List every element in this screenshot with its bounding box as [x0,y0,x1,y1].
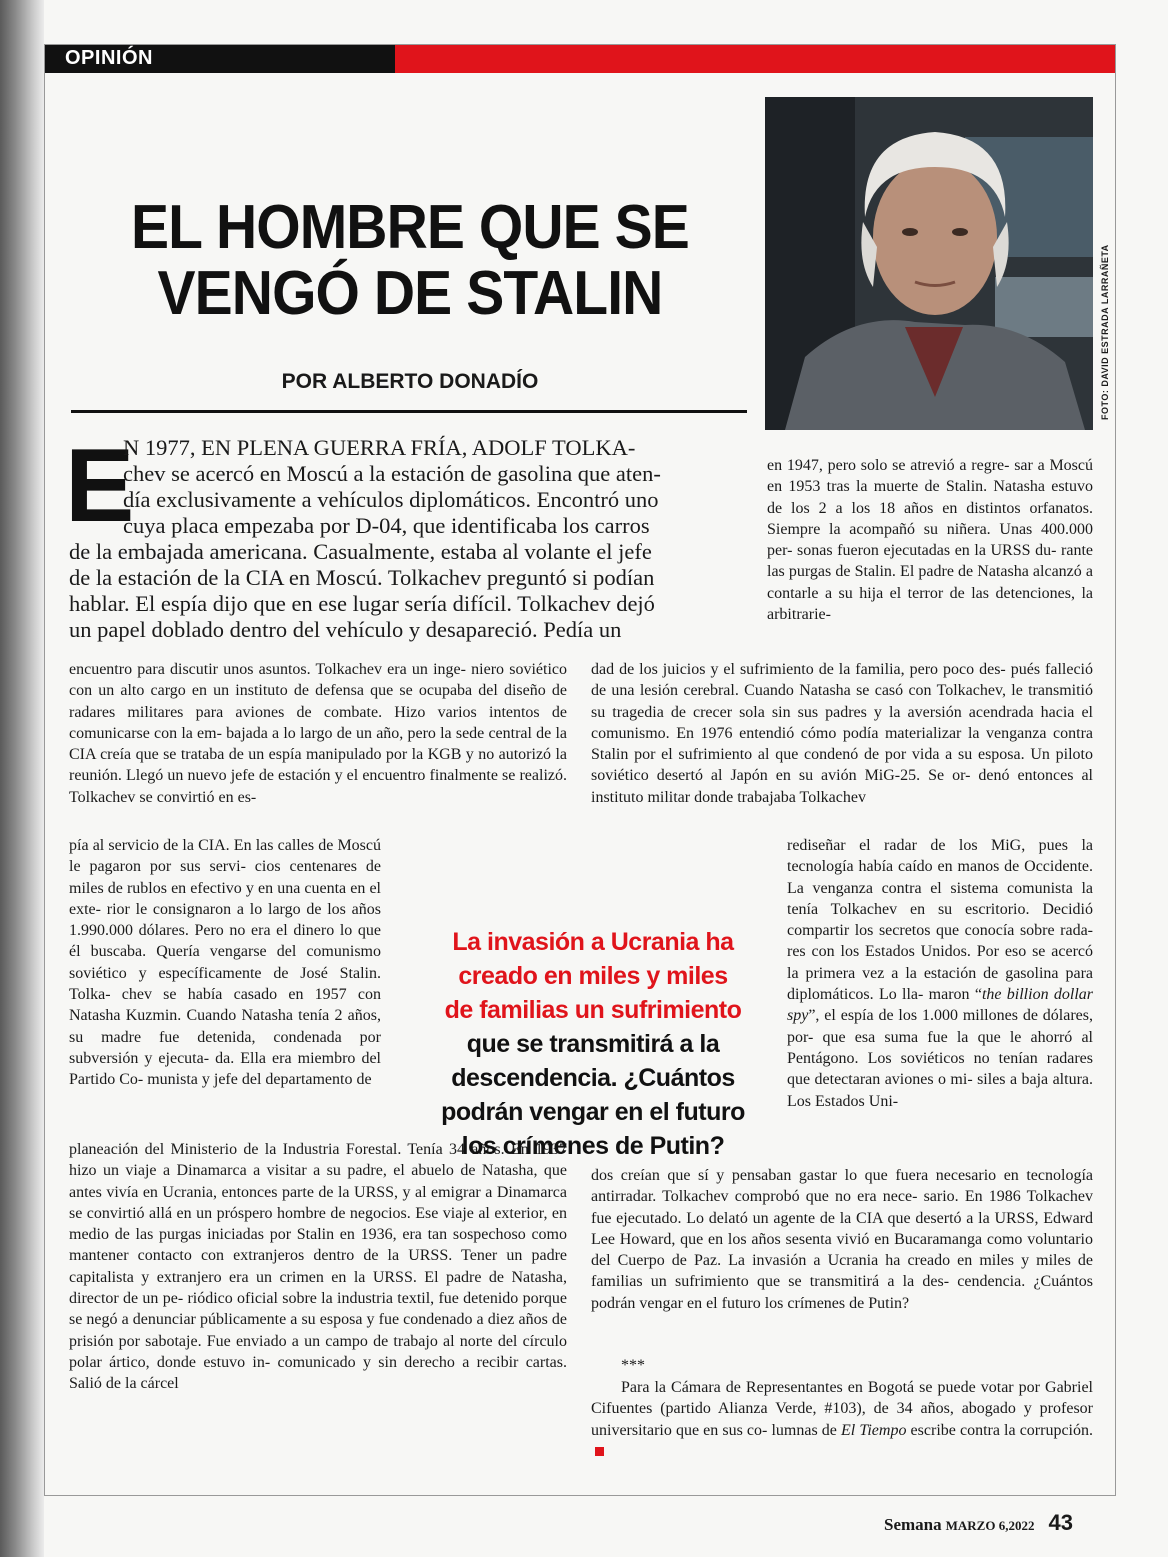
photo-credit: FOTO: DAVID ESTRADA LARRAÑETA [1100,244,1110,420]
italic-phrase: the billion dollar spy [787,986,1093,1025]
section-bar [45,45,1115,73]
drop-cap: E [65,428,135,544]
header-rule [71,410,747,413]
magazine-name: Semana [884,1515,942,1534]
issue-date: MARZO 6,2022 [945,1518,1035,1533]
body-left-bottom: planeación del Ministerio de la Industria Forestal. Tenía 34 años. En 1937 hizo un viaje a Dinamarca a visitar a su padre, el abuelo de Natasha, que antes vivía en Ucrania, entonces parte de la URSS, y al emigrar a Dinamarca se convirtió allá en un próspero hombre de negocios. Ese viaje al exterior, en medio de las purgas iniciadas por Stalin en 1936, era tan sospechoso como mantener contacto con extranjeros dentro de la URSS. Tener un padre capitalista y extranjero era un crimen en la URSS. El padre de Natasha, director de un pe- riódico oficial sobre la industria textil, fue detenido porque se negó a denunciar públicamente a su esposa y fue condenado a diez años de prisión por sabotaje. Fue enviado a un campo de trabajo al norte del círculo polar ártico, donde estuvo in- comunicado y sin derecho a recibir cartas. Salió de la cárcel [69,1141,567,1393]
body-right-bottom: dos creían que sí y pensaban gastar lo que fuera necesario en tecnología antirradar. Tolkachev comprobó que no era nece- sario. En 1986 Tolkachev fue ejecutado. Lo delató un agente de la CIA que desertó a la URSS, Edward Lee Howard, que en los años sesenta vivió en Bucaramanga como voluntario del Cuerpo de Paz. La invasión a Ucrania ha creado en miles y miles de familias un sufrimiento que se transmitirá a la des- cendencia. ¿Cuántos podrán vengar en el futuro los crímenes de Putin? [591,1167,1093,1312]
page-number: 43 [1048,1510,1073,1535]
article-frame [44,44,1116,1496]
body-left-narrow: pía al servicio de la CIA. En las calles de Moscú le pagaron por sus servi- cios centenares de miles de rublos en efectivo y en una cuenta en el exte- rior le consignaron a lo largo de los años 1.990.000 dólares. Pero no era el dinero lo que él buscaba. Quería vengarse del comunismo soviético y específicamente de José Stalin. Tolka- chev se había casado en 1957 con Natasha Kuzmin. Cuando Natasha tenía 2 años, su madre fue detenida, condenada por subversión y ejecuta- da. Ella era miembro del Partido Co- munista y jefe del departamento de [69,837,381,1089]
newspaper-name: El Tiempo [841,1421,907,1439]
body-left-top: encuentro para discutir unos asuntos. Tolkachev era un inge- niero soviético con un alto cargo en un instituto de defensa que se ocupaba del diseño de radares militares para aviones de combate. Hizo varios intentos de comunicarse con la em- bajada a lo largo de un año, pero la sede central de la CIA creía que se trataba de un espía manipulado por la KGB y no autorizó la reunión. Llegó un nuevo jefe de estación y el encuentro finalmente se realizó. Tolkachev se convirtió en es- [69,661,567,806]
headline-line-2: VENGÓ DE STALIN [157,259,663,328]
closing-paragraph: Para la Cámara de Representantes en Bogotá se puede votar por Gabriel Cifuentes (partido Alianza Verde, #103), de 34 años, abogado y profesor universitario que en sus co- lumnas de El Tiempo escribe contra la corrupción. [591,1377,1093,1462]
headline-line-1: EL HOMBRE QUE SE [131,193,689,262]
page-binding-shadow [0,0,44,1557]
end-mark-icon [595,1447,604,1456]
byline: POR ALBERTO DONADÍO [281,370,539,393]
pull-quote: La invasión a Ucrania ha creado en miles y miles de familias un sufrimiento que se transmitirá a la descendencia. ¿Cuántos podrán vengar en el futuro los crímenes de Putin? [441,928,745,1160]
section-label: OPINIÓN [65,47,153,69]
section-bar-red [395,45,1115,73]
body-right-top: en 1947, pero solo se atrevió a regre- sar a Moscú en 1953 tras la muerte de Stalin. Natasha estuvo de los 2 a los 18 años en distintos orfanatos. Siempre la acompañó su niñera. Unas 400.000 per- sonas fueron ejecutadas en la URSS du- rante las purgas de Stalin. El padre de Natasha alcanzó a contarle a su hija el terror de las detenciones, la arbitrarie- [767,457,1093,624]
magazine-page [44,0,1168,1557]
lead-paragraph: N 1977, EN PLENA GUERRA FRÍA, ADOLF TOLKA- chev se acercó en Moscú a la estación de gasolina que aten- día exclusivamente a vehículos diplomáticos. Encontró uno cuya placa empezaba por D-04, que identificaba los carros de la embajada americana. Casualmente, estaba al volante el jefe de la estación de la CIA en Moscú. Tolkachev preguntó si podían hablar. El espía dijo que en ese lugar sería difícil. Tolkachev dejó un papel doblado dentro del vehículo y desapareció. Pedía un [69,435,661,642]
author-portrait-image [765,97,1093,430]
page-footer [884,1510,1073,1536]
section-separator: *** [621,1357,645,1374]
author-photo [765,97,1093,430]
body-right-narrow: rediseñar el radar de los MiG, pues la tecnología había caído en manos de Occidente. La venganza contra el sistema comunista la tenía Tolkachev en su escritorio. Decidió compartir los secretos que conocía sobre rada- res con los Estados Unidos. Por eso se acercó la primera vez a la estación de gasolina para diplomáticos. Lo lla- maron “the billion dollar spy”, el espía de los 1.000 millones de dólares, por- que esa suma fue la que le ahorró al Pentágono. Los soviéticos no tenían radares que detectaran aviones o mi- siles a baja altura. Los Estados Uni- [787,837,1093,1110]
article-headline [129,195,690,327]
body-right-mid: dad de los juicios y el sufrimiento de la familia, pero poco des- pués falleció de una lesión cerebral. Cuando Natasha se casó con Tolkachev, le transmitió su tragedia de crecer sola sin sus padres y la aversión acendrada hacia el comunismo. En 1976 entendió cómo podía materializar la venganza contra Stalin por el sufrimiento al que condenó de por vida a su esposa. Un piloto soviético desertó al Japón en su avión MiG-25. Se or- denó entonces al instituto militar donde trabajaba Tolkachev [591,661,1093,806]
